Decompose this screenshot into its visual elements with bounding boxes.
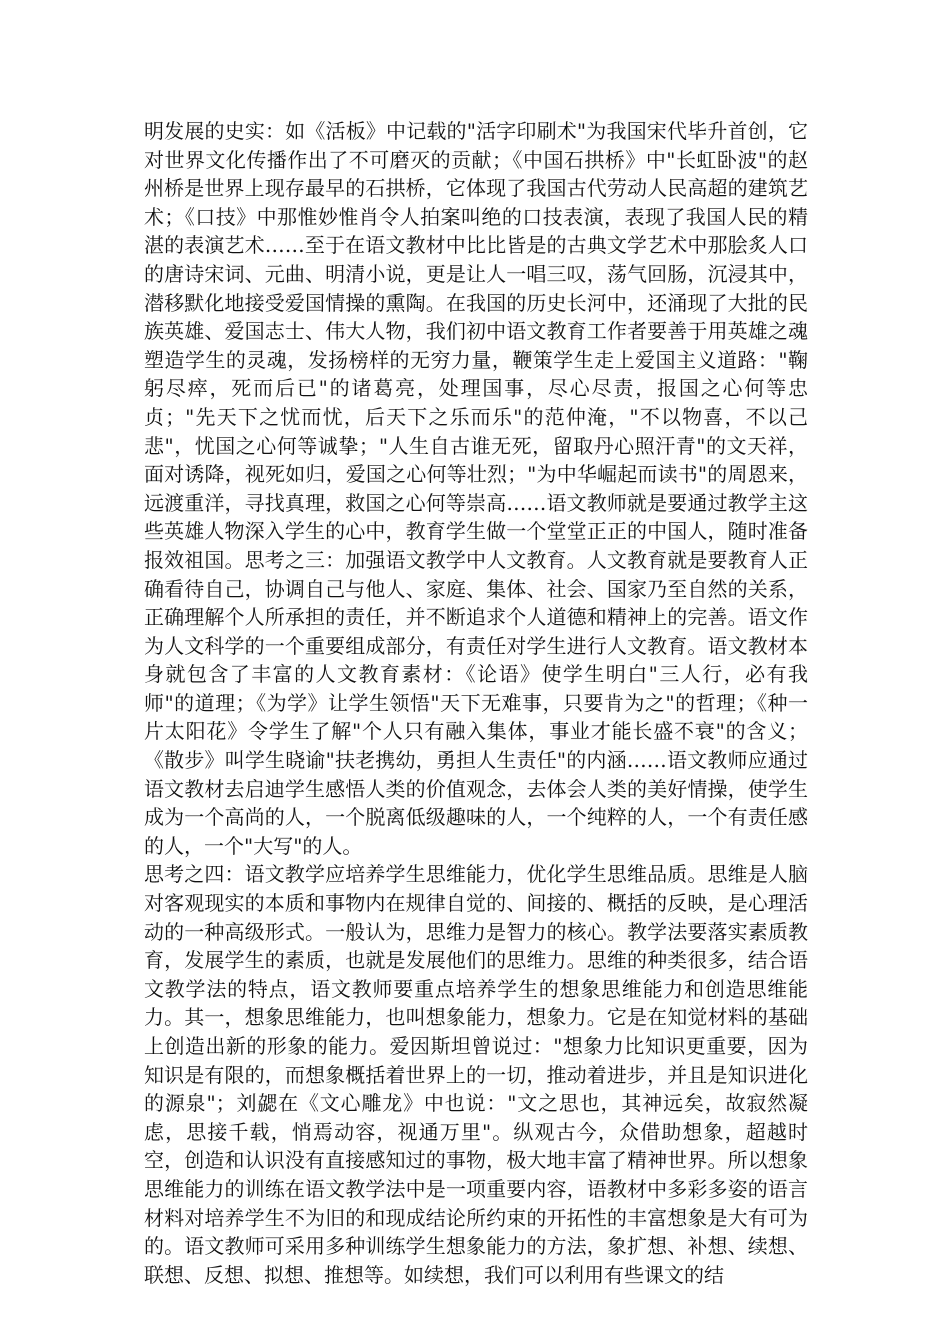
document-page [144,117,808,1289]
paragraph-1: 明发展的史实：如《活板》中记载的"活字印刷术"为我国宋代毕升首创，它对世界文化传播作出了不可磨灭的贡献；《中国石拱桥》中"长虹卧波"的赵州桥是世界上现存最早的石拱桥，它体现了我国古代劳动人民高超的建筑艺术；《口技》中那惟妙惟肖令人拍案叫绝的口技表演，表现了我国人民的精湛的表演艺术……至于在语文教材中比比皆是的古典文学艺术中那脍炙人口的唐诗宋词、元曲、明清小说，更是让人一唱三叹，荡气回肠，沉浸其中，潜移默化地接受爱国情操的熏陶。在我国的历史长河中，还涌现了大批的民族英雄、爱国志士、伟大人物，我们初中语文教育工作者要善于用英雄之魂塑造学生的灵魂，发扬榜样的无穷力量，鞭策学生走上爱国主义道路："鞠躬尽瘁，死而后已"的诸葛亮，处理国事，尽心尽责，报国之心何等忠贞；"先天下之忧而忧，后天下之乐而乐"的范仲淹，"不以物喜，不以己悲"，忧国之心何等诚挚；"人生自古谁无死，留取丹心照汗青"的文天祥，面对诱降，视死如归，爱国之心何等壮烈；"为中华崛起而读书"的周恩来，远渡重洋，寻找真理，救国之心何等崇高……语文教师就是要通过教学主这些英雄人物深入学生的心中，教育学生做一个堂堂正正的中国人，随时准备报效祖国。思考之三：加强语文教学中人文教育。人文教育就是要教育人正确看待自己，协调自己与他人、家庭、集体、社会、国家乃至自然的关系，正确理解个人所承担的责任，并不断追求个人道德和精神上的完善。语文作为人文科学的一个重要组成部分，有责任对学生进行人文教育。语文教材本身就包含了丰富的人文教育素材：《论语》使学生明白"三人行，必有我师"的道理；《为学》让学生领悟"天下无难事，只要肯为之"的哲理；《种一片太阳花》令学生了解"个人只有融入集体，事业才能长盛不衰"的含义；《散步》叫学生晓谕"扶老携幼，勇担人生责任"的内涵……语文教师应通过语文教材去启迪学生感悟人类的价值观念，去体会人类的美好情操，使学生成为一个高尚的人，一个脱离低级趣味的人，一个纯粹的人，一个有责任感的人，一个"大写"的人。 [144,119,808,858]
paragraph-2: 思考之四：语文教学应培养学生思维能力，优化学生思维品质。思维是人脑对客观现实的本质和事物内在规律自觉的、间接的、概括的反映，是心理活动的一种高级形式。一般认为，思维力是智力的核心。教学法要落实素质教育，发展学生的素质，也就是发展他们的思维力。思维的种类很多，结合语文教学法的特点，语文教师要重点培养学生的想象思维能力和创造思维能力。其一，想象思维能力，也叫想象能力，想象力。它是在知觉材料的基础上创造出新的形象的能力。爱因斯坦曾说过："想象力比知识更重要，因为知识是有限的，而想象概括着世界上的一切，推动着进步，并且是知识进化的源泉"；刘勰在《文心雕龙》中也说："文之思也，其神远矣，故寂然凝虑，思接千载，悄焉动容，视通万里"。纵观古今，众借助想象，超越时空，创造和认识没有直接感知过的事物，极大地丰富了精神世界。所以想象思维能力的训练在语文教学法中是一项重要内容，语教材中多彩多姿的语言材料对培养学生不为旧的和现成结论所约束的开拓性的丰富想象是大有可为的。语文教师可采用多种训练学生想象能力的方法，象扩想、补想、续想、联想、反想、拟想、推想等。如续想，我们可以利用有些课文的结 [144,862,808,1287]
